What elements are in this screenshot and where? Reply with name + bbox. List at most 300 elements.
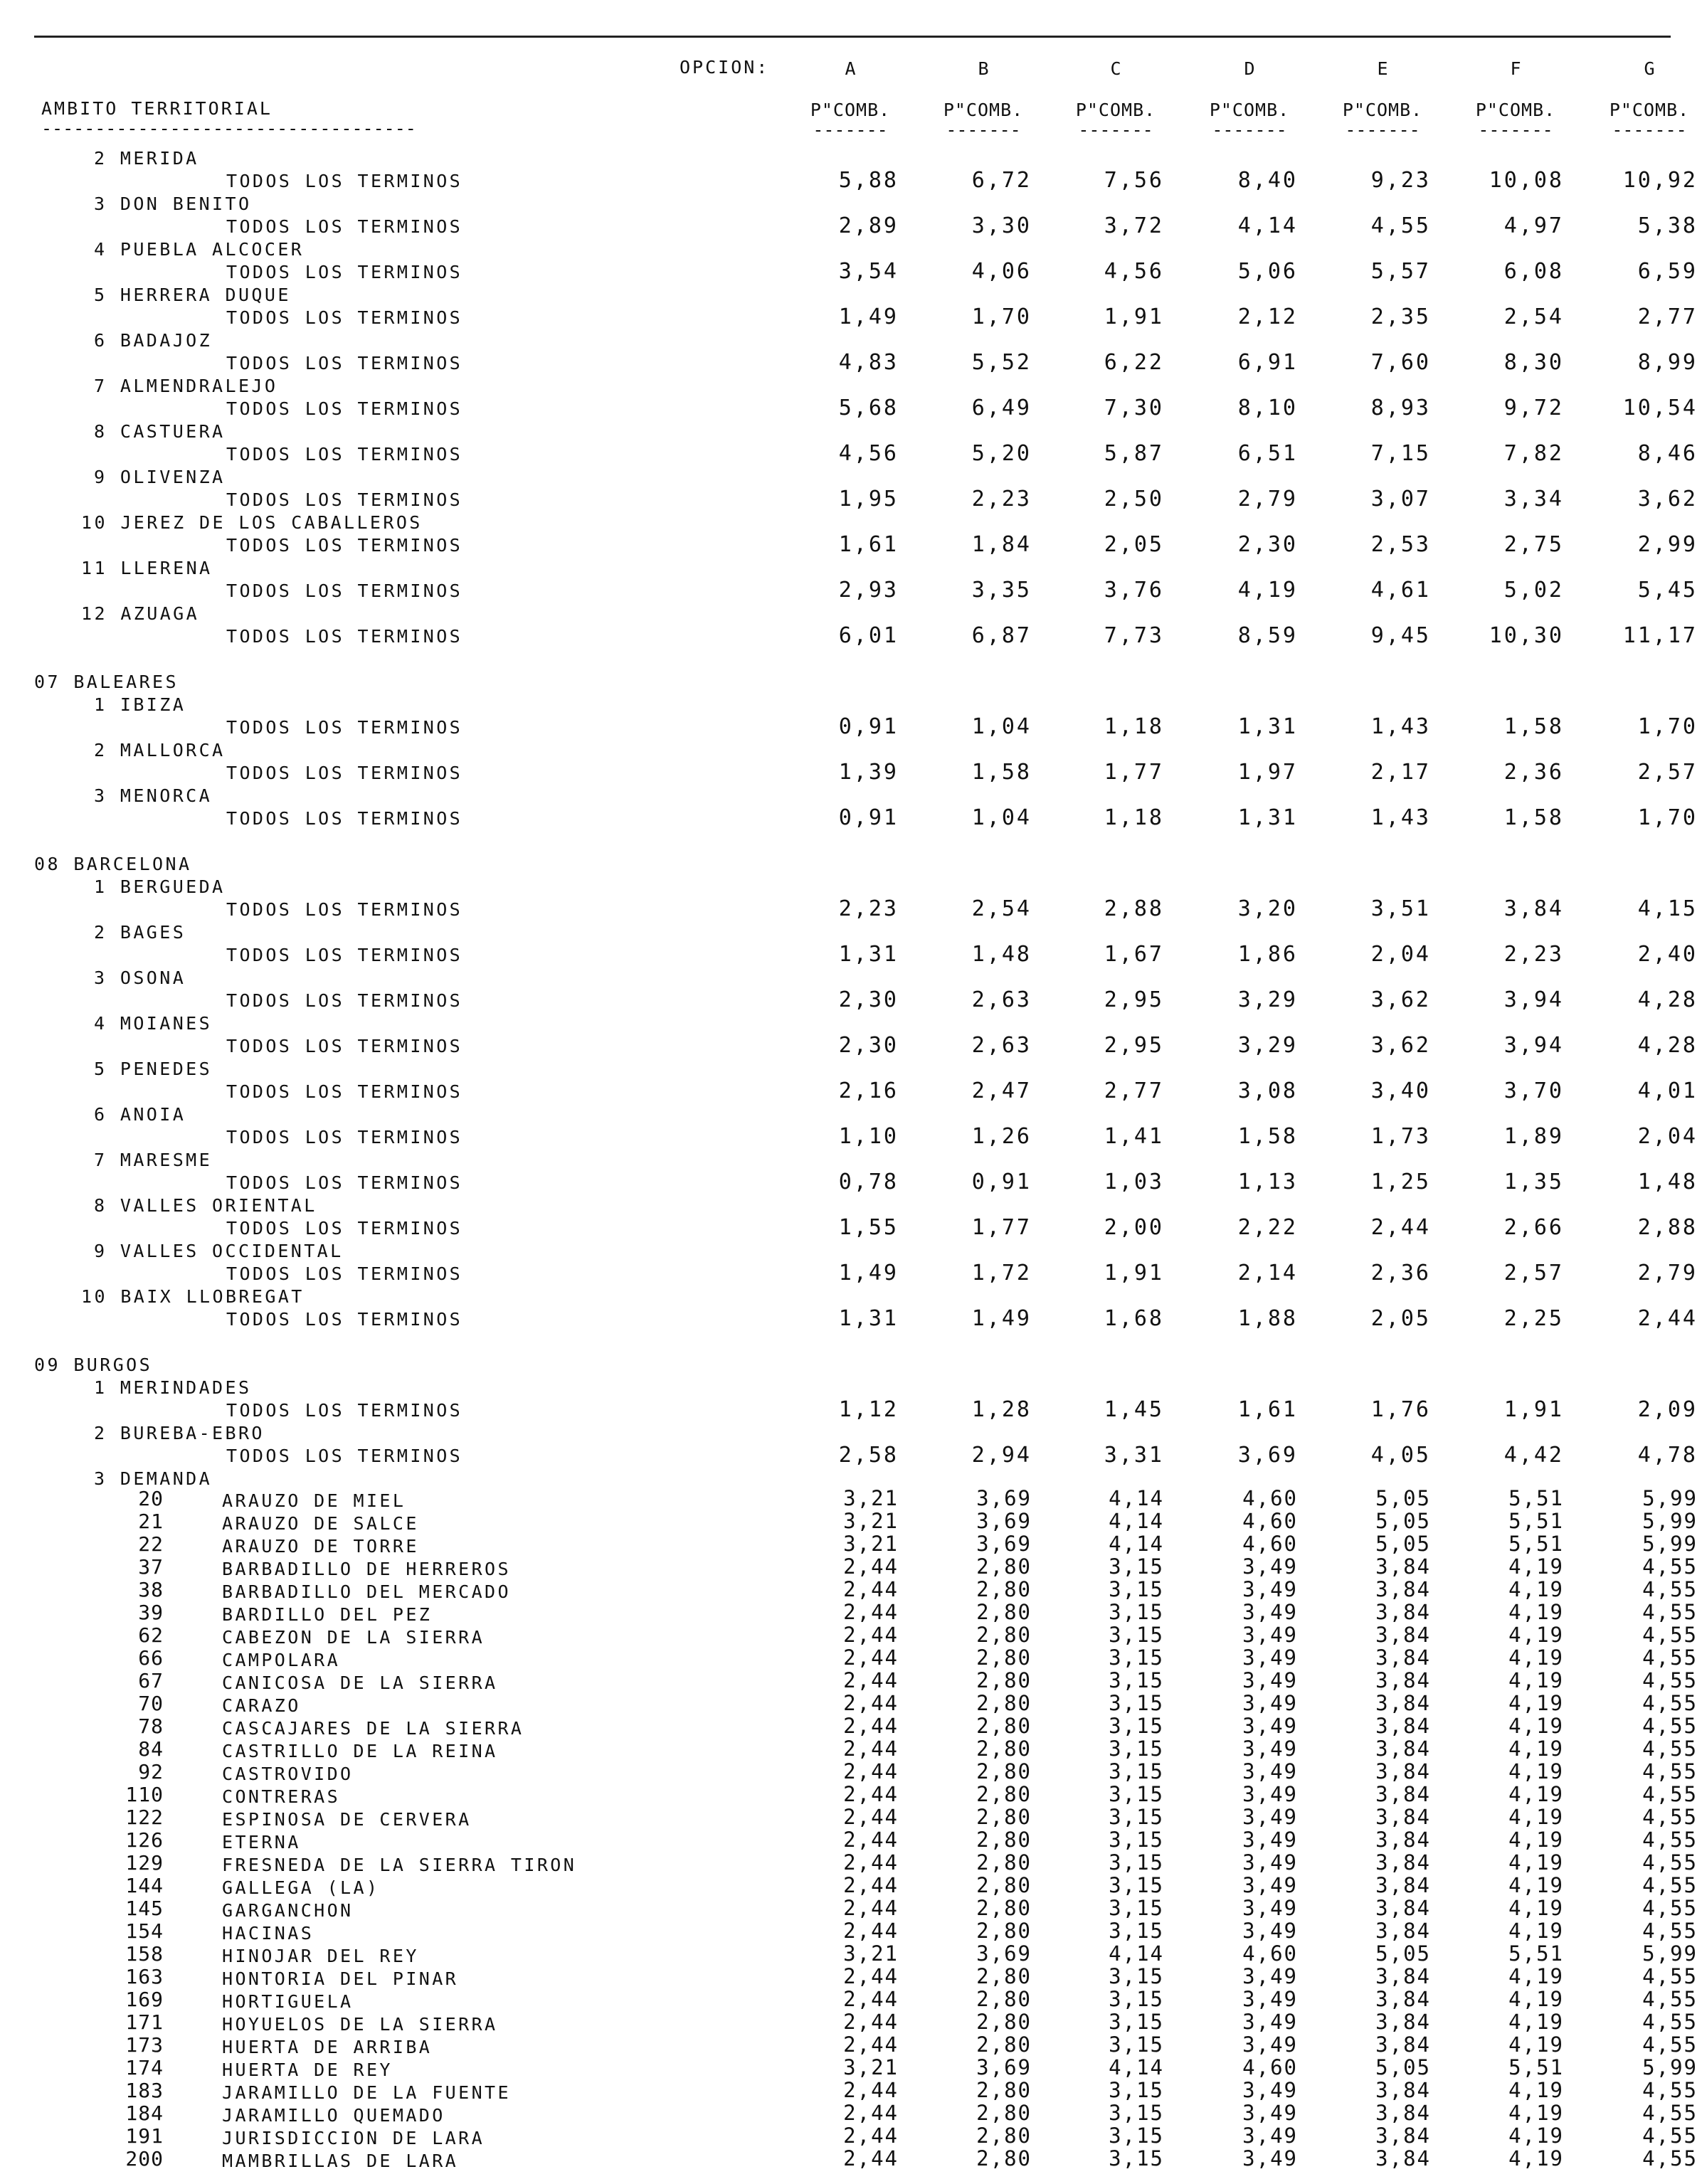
value-cell: 4,55 [1642,1805,1698,1829]
row-label-todos: TODOS LOS TERMINOS [226,717,463,738]
value-cell: 2,44 [843,1782,899,1806]
municipio-name: BARBADILLO DEL MERCADO [222,1581,511,1602]
value-cell: 2,44 [843,1645,899,1670]
comarca-heading: 10 JEREZ DE LOS CABALLEROS [81,512,423,533]
municipio-code: 171 [125,2010,164,2034]
value-cell: 3,62 [1370,1033,1431,1058]
value-cell: 2,44 [843,2010,899,2034]
municipio-name: GALLEGA (LA) [222,1877,380,1898]
row-label-todos: TODOS LOS TERMINOS [226,1309,463,1330]
value-cell: 1,76 [1370,1397,1431,1422]
row-label-todos: TODOS LOS TERMINOS [226,444,463,465]
value-cell: 2,09 [1637,1397,1698,1422]
value-cell: 3,49 [1242,1964,1298,1988]
value-cell: 4,97 [1503,213,1564,238]
value-cell: 3,49 [1242,1828,1298,1852]
value-cell: 4,60 [1242,1532,1298,1556]
value-cell: 5,68 [838,396,899,420]
value-cell: 4,55 [1642,1623,1698,1647]
value-cell: 1,49 [838,304,899,329]
value-cell: 4,83 [838,350,899,375]
value-cell: 3,84 [1375,1645,1431,1670]
row-label-todos: TODOS LOS TERMINOS [226,808,463,829]
value-cell: 1,45 [1104,1397,1164,1422]
value-cell: 3,21 [843,1486,899,1510]
value-cell: 3,15 [1109,1600,1164,1624]
value-cell: 1,91 [1503,1397,1564,1422]
value-cell: 3,84 [1375,1623,1431,1647]
value-cell: 3,15 [1109,1714,1164,1738]
ambito-label: AMBITO TERRITORIAL [41,98,273,119]
option-letter-2: C [1110,58,1121,79]
municipio-code: 122 [125,1806,164,1829]
municipio-name: HOYUELOS DE LA SIERRA [222,2014,498,2035]
value-cell: 1,97 [1237,760,1298,785]
value-cell: 2,54 [1503,304,1564,329]
value-cell: 2,44 [843,1554,899,1579]
value-cell: 3,94 [1503,1033,1564,1058]
value-cell: 3,29 [1237,987,1298,1012]
column-header-pcomb: P"COMB. [1075,100,1156,120]
value-cell: 3,21 [843,2055,899,2079]
municipio-name: CASCAJARES DE LA SIERRA [222,1718,524,1739]
value-cell: 4,19 [1508,2124,1564,2148]
option-letter-0: A [845,58,856,79]
value-cell: 4,28 [1637,1033,1698,1058]
value-cell: 5,06 [1237,259,1298,284]
value-cell: 2,89 [838,213,899,238]
value-cell: 4,55 [1642,1987,1698,2011]
value-cell: 4,55 [1642,1964,1698,1988]
value-cell: 3,84 [1375,1737,1431,1761]
value-cell: 4,19 [1508,1691,1564,1715]
value-cell: 4,42 [1503,1443,1564,1468]
municipio-code: 66 [138,1646,164,1670]
value-cell: 4,78 [1637,1443,1698,1468]
municipio-code: 67 [138,1669,164,1692]
value-cell: 5,51 [1508,1509,1564,1533]
value-cell: 2,77 [1637,304,1698,329]
comarca-heading: 5 PENEDES [94,1059,213,1079]
value-cell: 1,35 [1503,1170,1564,1194]
value-cell: 3,29 [1237,1033,1298,1058]
value-cell: 2,80 [976,1850,1032,1875]
value-cell: 3,84 [1375,1987,1431,2011]
value-cell: 3,15 [1109,2124,1164,2148]
column-header-underline: ------- [1612,120,1687,140]
value-cell: 3,15 [1109,1850,1164,1875]
value-cell: 1,77 [1104,760,1164,785]
value-cell: 5,99 [1642,1532,1698,1556]
value-cell: 8,99 [1637,350,1698,375]
value-cell: 4,55 [1642,1782,1698,1806]
value-cell: 1,84 [971,532,1032,557]
row-label-todos: TODOS LOS TERMINOS [226,398,463,419]
column-header-underline: ------- [946,120,1021,140]
value-cell: 4,28 [1637,987,1698,1012]
municipio-code: 39 [138,1601,164,1624]
value-cell: 2,44 [843,1850,899,1875]
value-cell: 2,44 [843,1964,899,1988]
value-cell: 3,84 [1375,2032,1431,2057]
value-cell: 1,18 [1104,714,1164,739]
value-cell: 5,02 [1503,578,1564,603]
row-label-todos: TODOS LOS TERMINOS [226,1263,463,1284]
value-cell: 1,04 [971,714,1032,739]
value-cell: 3,15 [1109,1577,1164,1601]
value-cell: 3,62 [1370,987,1431,1012]
comarca-heading: 3 MENORCA [94,785,213,806]
value-cell: 3,84 [1375,2146,1431,2170]
value-cell: 4,55 [1642,1691,1698,1715]
value-cell: 3,49 [1242,2010,1298,2034]
row-label-todos: TODOS LOS TERMINOS [226,899,463,920]
municipio-code: 144 [125,1874,164,1897]
value-cell: 3,70 [1503,1078,1564,1103]
value-cell: 1,04 [971,805,1032,830]
value-cell: 3,84 [1375,1554,1431,1579]
value-cell: 1,41 [1104,1124,1164,1149]
value-cell: 3,84 [1375,1805,1431,1829]
row-label-todos: TODOS LOS TERMINOS [226,1127,463,1147]
value-cell: 2,44 [843,1623,899,1647]
value-cell: 4,55 [1642,2124,1698,2148]
municipio-code: 110 [125,1783,164,1806]
value-cell: 2,44 [843,2032,899,2057]
municipio-code: 22 [138,1532,164,1556]
value-cell: 2,05 [1370,1306,1431,1331]
value-cell: 3,69 [976,2055,1032,2079]
value-cell: 7,60 [1370,350,1431,375]
value-cell: 2,95 [1104,1033,1164,1058]
value-cell: 2,80 [976,1737,1032,1761]
value-cell: 3,49 [1242,1737,1298,1761]
value-cell: 2,80 [976,1577,1032,1601]
value-cell: 2,16 [838,1078,899,1103]
column-header-underline: ------- [1478,120,1553,140]
value-cell: 5,51 [1508,1486,1564,1510]
value-cell: 5,99 [1642,1486,1698,1510]
value-cell: 3,84 [1375,1850,1431,1875]
value-cell: 4,60 [1242,1509,1298,1533]
value-cell: 3,84 [1375,1759,1431,1783]
value-cell: 2,54 [971,896,1032,921]
comarca-heading: 5 HERRERA DUQUE [94,285,291,305]
municipio-code: 158 [125,1942,164,1966]
value-cell: 2,80 [976,2124,1032,2148]
municipio-code: 37 [138,1555,164,1579]
value-cell: 2,44 [843,2146,899,2170]
value-cell: 4,56 [838,441,899,466]
value-cell: 4,19 [1508,1873,1564,1897]
value-cell: 4,05 [1370,1443,1431,1468]
value-cell: 6,08 [1503,259,1564,284]
municipio-name: ESPINOSA DE CERVERA [222,1809,472,1830]
value-cell: 2,23 [1503,942,1564,967]
value-cell: 2,44 [843,1691,899,1715]
municipio-name: CASTROVIDO [222,1764,354,1784]
value-cell: 2,04 [1370,942,1431,967]
value-cell: 2,80 [976,1828,1032,1852]
row-label-todos: TODOS LOS TERMINOS [226,1172,463,1193]
municipio-name: ETERNA [222,1832,301,1852]
value-cell: 2,80 [976,1600,1032,1624]
value-cell: 2,12 [1237,304,1298,329]
value-cell: 4,19 [1508,1600,1564,1624]
comarca-heading: 1 BERGUEDA [94,876,226,897]
province-heading: 09 BURGOS [34,1355,153,1375]
value-cell: 3,15 [1109,2010,1164,2034]
value-cell: 2,63 [971,987,1032,1012]
value-cell: 4,19 [1508,1919,1564,1943]
value-cell: 3,15 [1109,2101,1164,2125]
municipio-code: 163 [125,1965,164,1988]
value-cell: 8,30 [1503,350,1564,375]
municipio-name: JARAMILLO DE LA FUENTE [222,2082,511,2103]
municipio-name: CASTRILLO DE LA REINA [222,1741,498,1761]
column-header-underline: ------- [813,120,888,140]
row-label-todos: TODOS LOS TERMINOS [226,307,463,328]
value-cell: 1,55 [838,1215,899,1240]
value-cell: 2,23 [838,896,899,921]
value-cell: 1,03 [1104,1170,1164,1194]
row-label-todos: TODOS LOS TERMINOS [226,216,463,237]
value-cell: 0,91 [971,1170,1032,1194]
value-cell: 4,06 [971,259,1032,284]
value-cell: 4,19 [1508,1850,1564,1875]
value-cell: 1,70 [1637,714,1698,739]
value-cell: 2,80 [976,1554,1032,1579]
row-label-todos: TODOS LOS TERMINOS [226,763,463,783]
value-cell: 3,15 [1109,1759,1164,1783]
value-cell: 1,88 [1237,1306,1298,1331]
value-cell: 4,19 [1508,1782,1564,1806]
value-cell: 4,55 [1642,1919,1698,1943]
option-letter-1: B [978,58,989,79]
value-cell: 1,67 [1104,942,1164,967]
value-cell: 2,80 [976,2032,1032,2057]
value-cell: 4,19 [1508,2101,1564,2125]
row-label-todos: TODOS LOS TERMINOS [226,489,463,510]
value-cell: 4,55 [1642,1714,1698,1738]
row-label-todos: TODOS LOS TERMINOS [226,535,463,556]
comarca-heading: 11 LLERENA [81,558,213,578]
value-cell: 3,69 [976,1486,1032,1510]
municipio-name: FRESNEDA DE LA SIERRA TIRON [222,1855,577,1875]
value-cell: 5,05 [1375,1486,1431,1510]
value-cell: 5,51 [1508,2055,1564,2079]
comarca-heading: 12 AZUAGA [81,603,200,624]
value-cell: 2,80 [976,1668,1032,1692]
value-cell: 4,19 [1508,1737,1564,1761]
municipio-code: 20 [138,1487,164,1510]
value-cell: 4,55 [1642,1759,1698,1783]
value-cell: 2,30 [838,987,899,1012]
value-cell: 8,46 [1637,441,1698,466]
value-cell: 1,48 [971,942,1032,967]
municipio-code: 92 [138,1760,164,1783]
municipio-code: 174 [125,2056,164,2079]
value-cell: 2,44 [843,1577,899,1601]
value-cell: 2,35 [1370,304,1431,329]
value-cell: 6,22 [1104,350,1164,375]
value-cell: 1,12 [838,1397,899,1422]
value-cell: 2,44 [843,1828,899,1852]
municipio-code: 84 [138,1737,164,1761]
comarca-heading: 9 VALLES OCCIDENTAL [94,1241,344,1261]
value-cell: 3,84 [1375,1828,1431,1852]
column-header-pcomb: P"COMB. [943,100,1024,120]
value-cell: 1,49 [838,1261,899,1286]
comarca-heading: 10 BAIX LLOBREGAT [81,1286,305,1307]
value-cell: 1,70 [971,304,1032,329]
value-cell: 2,80 [976,2010,1032,2034]
value-cell: 2,88 [1637,1215,1698,1240]
value-cell: 5,20 [971,441,1032,466]
value-cell: 3,15 [1109,1554,1164,1579]
value-cell: 4,19 [1508,1645,1564,1670]
municipio-name: ARAUZO DE MIEL [222,1490,406,1511]
municipio-name: BARBADILLO DE HERREROS [222,1559,511,1579]
value-cell: 4,19 [1508,2010,1564,2034]
value-cell: 7,56 [1104,168,1164,193]
value-cell: 2,44 [843,1714,899,1738]
value-cell: 7,30 [1104,396,1164,420]
value-cell: 4,55 [1642,1737,1698,1761]
comarca-heading: 1 MERINDADES [94,1377,252,1398]
value-cell: 3,07 [1370,487,1431,511]
value-cell: 3,49 [1242,1873,1298,1897]
value-cell: 3,20 [1237,896,1298,921]
value-cell: 5,05 [1375,1941,1431,1966]
value-cell: 3,69 [1237,1443,1298,1468]
value-cell: 4,55 [1642,2078,1698,2102]
municipio-name: JARAMILLO QUEMADO [222,2105,445,2126]
row-label-todos: TODOS LOS TERMINOS [226,353,463,373]
column-header-pcomb: P"COMB. [1475,100,1556,120]
value-cell: 0,78 [838,1170,899,1194]
value-cell: 3,69 [976,1509,1032,1533]
value-cell: 2,58 [838,1443,899,1468]
value-cell: 3,84 [1375,2124,1431,2148]
value-cell: 4,01 [1637,1078,1698,1103]
value-cell: 4,55 [1642,1577,1698,1601]
value-cell: 3,84 [1375,2010,1431,2034]
value-cell: 4,55 [1642,2010,1698,2034]
value-cell: 3,94 [1503,987,1564,1012]
value-cell: 3,15 [1109,2078,1164,2102]
value-cell: 1,10 [838,1124,899,1149]
value-cell: 5,38 [1637,213,1698,238]
value-cell: 8,93 [1370,396,1431,420]
municipio-code: 191 [125,2124,164,2148]
value-cell: 1,49 [971,1306,1032,1331]
value-cell: 3,15 [1109,1737,1164,1761]
value-cell: 2,50 [1104,487,1164,511]
column-header-pcomb: P"COMB. [1609,100,1690,120]
value-cell: 3,15 [1109,1782,1164,1806]
comarca-heading: 3 OSONA [94,968,186,988]
value-cell: 5,99 [1642,2055,1698,2079]
municipio-name: MAMBRILLAS DE LARA [222,2151,459,2171]
value-cell: 2,66 [1503,1215,1564,1240]
value-cell: 2,80 [976,1782,1032,1806]
value-cell: 3,15 [1109,1668,1164,1692]
comarca-heading: 6 ANOIA [94,1104,186,1125]
value-cell: 2,00 [1104,1215,1164,1240]
value-cell: 2,05 [1104,532,1164,557]
municipio-name: CONTRERAS [222,1786,341,1807]
value-cell: 2,80 [976,1805,1032,1829]
value-cell: 3,40 [1370,1078,1431,1103]
value-cell: 3,84 [1375,1896,1431,1920]
value-cell: 2,44 [843,2078,899,2102]
municipio-name: BARDILLO DEL PEZ [222,1604,433,1625]
value-cell: 10,30 [1489,623,1564,648]
value-cell: 2,77 [1104,1078,1164,1103]
municipio-name: HORTIGUELA [222,1991,354,2012]
value-cell: 2,80 [976,2078,1032,2102]
value-cell: 1,13 [1237,1170,1298,1194]
column-header-underline: ------- [1345,120,1420,140]
value-cell: 3,49 [1242,1691,1298,1715]
value-cell: 3,49 [1242,1782,1298,1806]
value-cell: 3,49 [1242,1623,1298,1647]
value-cell: 2,40 [1637,942,1698,967]
value-cell: 3,15 [1109,1919,1164,1943]
value-cell: 4,61 [1370,578,1431,603]
row-label-todos: TODOS LOS TERMINOS [226,171,463,191]
value-cell: 5,87 [1104,441,1164,466]
value-cell: 1,31 [1237,805,1298,830]
comarca-heading: 4 PUEBLA ALCOCER [94,239,305,260]
value-cell: 4,19 [1508,2078,1564,2102]
value-cell: 3,49 [1242,2146,1298,2170]
value-cell: 2,44 [843,1873,899,1897]
value-cell: 2,30 [1237,532,1298,557]
value-cell: 8,40 [1237,168,1298,193]
value-cell: 5,99 [1642,1509,1698,1533]
value-cell: 0,91 [838,805,899,830]
row-label-todos: TODOS LOS TERMINOS [226,1218,463,1239]
value-cell: 3,49 [1242,1987,1298,2011]
value-cell: 10,54 [1622,396,1698,420]
value-cell: 1,77 [971,1215,1032,1240]
value-cell: 1,91 [1104,1261,1164,1286]
value-cell: 3,49 [1242,1714,1298,1738]
value-cell: 2,44 [843,2124,899,2148]
column-header-underline: ------- [1212,120,1287,140]
value-cell: 4,19 [1508,1828,1564,1852]
value-cell: 1,58 [1237,1124,1298,1149]
value-cell: 3,69 [976,1941,1032,1966]
value-cell: 4,60 [1242,2055,1298,2079]
value-cell: 1,70 [1637,805,1698,830]
value-cell: 4,14 [1109,1509,1164,1533]
value-cell: 4,55 [1642,1873,1698,1897]
municipio-name: ARAUZO DE SALCE [222,1513,419,1534]
comarca-heading: 2 BUREBA-EBRO [94,1423,265,1443]
value-cell: 6,91 [1237,350,1298,375]
row-label-todos: TODOS LOS TERMINOS [226,1446,463,1466]
comarca-heading: 3 DON BENITO [94,194,252,214]
value-cell: 3,49 [1242,1600,1298,1624]
value-cell: 2,30 [838,1033,899,1058]
value-cell: 1,28 [971,1397,1032,1422]
value-cell: 2,22 [1237,1215,1298,1240]
value-cell: 2,93 [838,578,899,603]
value-cell: 2,57 [1637,760,1698,785]
